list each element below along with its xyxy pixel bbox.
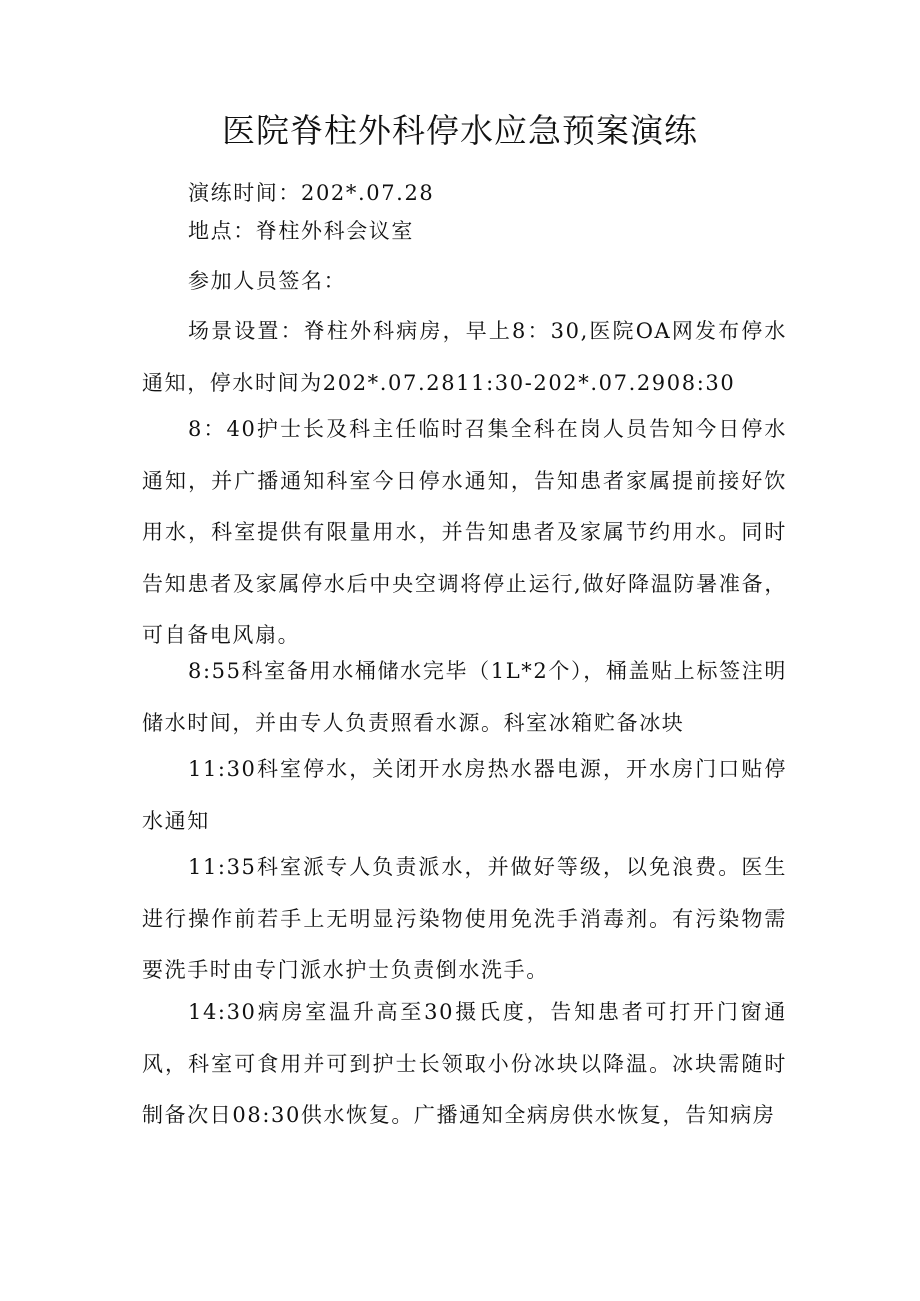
paragraph-scenario: 场景设置：脊柱外科病房，早上8：30,医院OA网发布停水通知，停水时间为202*.07.2811:30-202*.07.2908:30 bbox=[142, 319, 787, 395]
drill-time: 演练时间：202*.07.28 bbox=[188, 181, 435, 205]
document-title: 医院脊柱外科停水应急预案演练 bbox=[222, 111, 698, 150]
participants-signature: 参加人员签名： bbox=[188, 269, 347, 293]
paragraph-0840: 8：40护士长及科主任临时召集全科在岗人员告知今日停水通知，并广播通知科室今日停水通知，告知患者家属提前接好饮用水，科室提供有限量用水，并告知患者及家属节约用水。同时告知患者及家属停水后中央空调将停止运行,做好降温防暑准备，可自备电风扇。 bbox=[142, 417, 787, 647]
paragraph-0855: 8:55科室备用水桶储水完毕（1L*2个），桶盖贴上标签注明储水时间，并由专人负责照看水源。科室冰箱贮备冰块 bbox=[142, 659, 787, 735]
location: 地点：脊柱外科会议室 bbox=[188, 219, 414, 243]
paragraph-1130: 11:30科室停水，关闭开水房热水器电源，开水房门口贴停水通知 bbox=[142, 757, 787, 833]
paragraph-1430: 14:30病房室温升高至30摄氏度，告知患者可打开门窗通风，科室可食用并可到护士长领取小份冰块以降温。冰块需随时制备次日08:30供水恢复。广播通知全病房供水恢复，告知病房 bbox=[142, 1000, 787, 1127]
paragraph-1135: 11:35科室派专人负责派水，并做好等级，以免浪费。医生进行操作前若手上无明显污染物使用免洗手消毒剂。有污染物需要洗手时由专门派水护士负责倒水洗手。 bbox=[142, 855, 787, 982]
